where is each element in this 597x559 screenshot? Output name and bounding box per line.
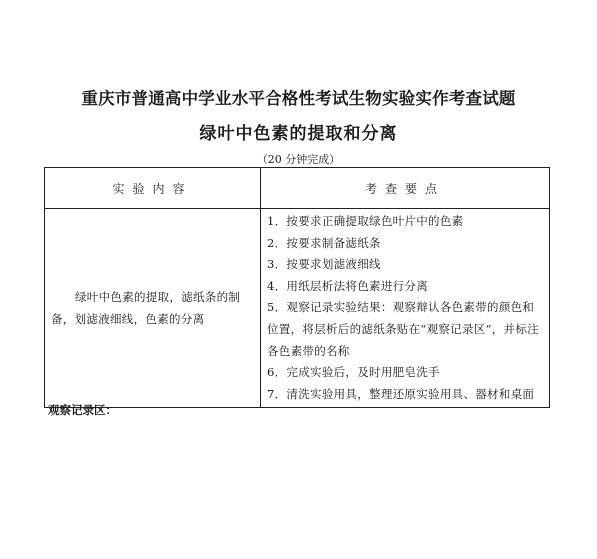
assessment-point: 2．按要求制备滤纸条 [267,235,381,250]
assessment-point: 3．按要求划滤液细线 [267,257,381,272]
time-limit-note: （20 分钟完成） [256,153,341,166]
experiment-content-cell: 绿叶中色素的提取，滤纸条的制备，划滤液细线，色素的分离 [45,209,261,408]
assessment-point: 5．观察记录实验结果：观察辩认各色素带的颜色和位置，将层析后的滤纸条贴在“观察记录区”，并标注各色素带的名称 [267,300,539,358]
assessment-point: 7．清洗实验用具，整理还原实验用具、器材和桌面 [267,386,535,401]
table-header-row [45,168,550,209]
assessment-point: 6．完成实验后，及时用肥皂洗手 [267,365,440,380]
column-header-content: 实验内容 [45,168,261,209]
observation-record-label: 观察记录区： [48,403,117,417]
assessment-point: 4．用纸层析法将色素进行分离 [267,278,429,293]
experiment-title: 绿叶中色素的提取和分离 [199,124,398,144]
assessment-points-cell [261,209,550,408]
table-row [45,209,550,408]
assessment-point: 1．按要求正确提取绿色叶片中的色素 [267,214,464,228]
exam-title: 重庆市普通高中学业水平合格性考试生物实验实作考查试题 [81,89,516,108]
column-header-points: 考查要点 [261,168,550,209]
exam-table [44,167,550,408]
